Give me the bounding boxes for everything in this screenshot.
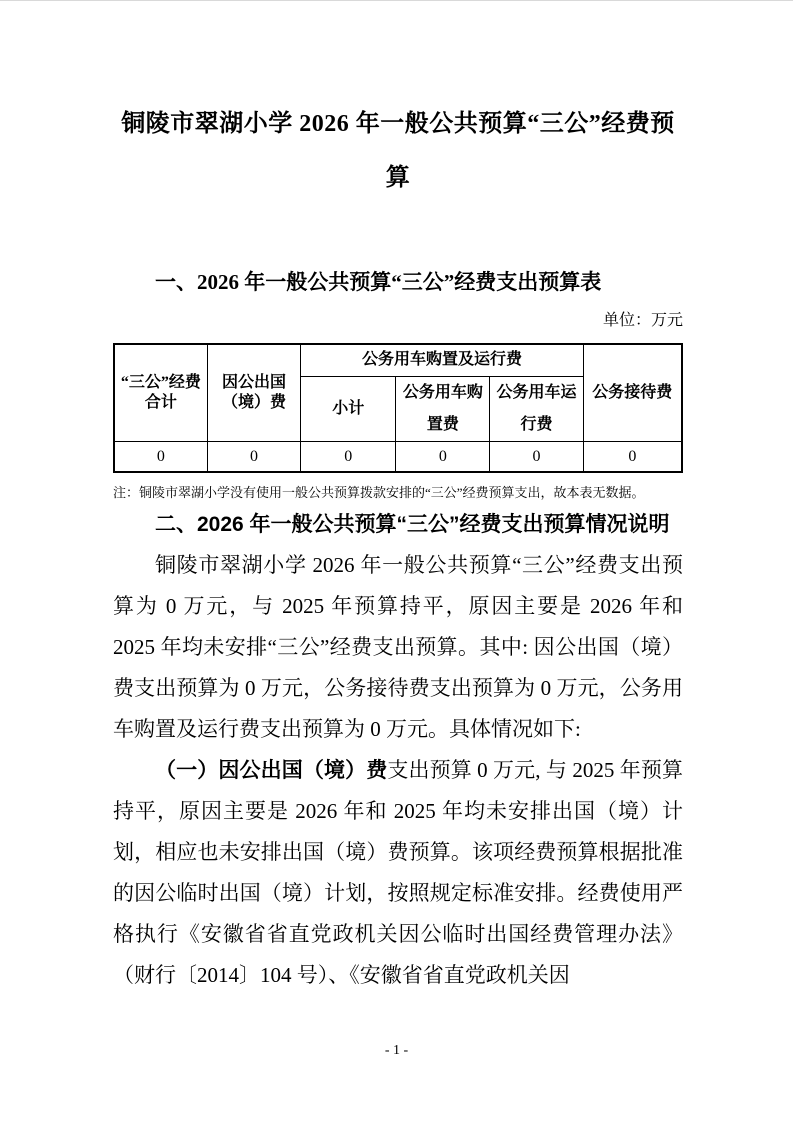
table-header-row-1 bbox=[114, 344, 682, 376]
header-vehicle-subtotal: 小计 bbox=[301, 376, 396, 441]
section1-heading: 一、2026 年一般公共预算“三公”经费支出预算表 bbox=[155, 270, 602, 294]
value-vehicle-subtotal: 0 bbox=[301, 441, 396, 472]
document-title: 铜陵市翠湖小学 2026 年一般公共预算“三公”经费预算 bbox=[121, 111, 675, 191]
item1-label: （一）因公出国（境）费 bbox=[155, 758, 388, 782]
table-data-row bbox=[114, 441, 682, 472]
value-sangong-total: 0 bbox=[114, 441, 207, 472]
header-abroad-fee: 因公出国（境）费 bbox=[207, 344, 301, 441]
unit-label: 单位：万元 bbox=[602, 312, 683, 329]
paragraph-overview: 铜陵市翠湖小学 2026 年一般公共预算“三公”经费支出预算为 0 万元，与 2025 年预算持平，原因主要是 2026 年和 2025 年均未安排“三公”经费支出预算。其中: 因公出国（境）费支出预算为 0 万元，公务接待费支出预算为 0 万元，公务用车购置及运行费支出预算为 0 万元。具体情况如下: bbox=[113, 553, 683, 741]
header-reception-fee: 公务接待费 bbox=[583, 344, 682, 441]
table-note: 注：铜陵市翠湖小学没有使用一般公共预算拨款安排的“三公”经费预算支出，故本表无数据。 bbox=[113, 485, 645, 500]
header-vehicle-purchase: 公务用车购置费 bbox=[396, 376, 490, 441]
budget-table bbox=[113, 343, 683, 473]
page-number: - 1 - bbox=[384, 1043, 409, 1058]
paragraph-abroad-fee bbox=[113, 750, 683, 996]
value-reception-fee: 0 bbox=[583, 441, 682, 472]
value-vehicle-operation: 0 bbox=[490, 441, 583, 472]
value-abroad-fee: 0 bbox=[207, 441, 301, 472]
header-sangong-total: “三公”经费合计 bbox=[114, 344, 207, 441]
header-vehicle-group: 公务用车购置及运行费 bbox=[301, 344, 583, 376]
item1-text: 支出预算 0 万元, 与 2025 年预算持平，原因主要是 2026 年和 2025 年均未安排出国（境）计划，相应也未安排出国（境）费预算。该项经费预算根据批准的因公临时出国（境）计划，按照规定标准安排。经费使用严格执行《安徽省省直党政机关因公临时出国经费管理办法》（财行〔2014〕104 号）、《安徽省省直党政机关因 bbox=[113, 758, 684, 987]
header-vehicle-operation: 公务用车运行费 bbox=[490, 376, 583, 441]
section2-heading: 二、2026 年一般公共预算“三公”经费支出预算情况说明 bbox=[155, 513, 670, 536]
value-vehicle-purchase: 0 bbox=[396, 441, 490, 472]
